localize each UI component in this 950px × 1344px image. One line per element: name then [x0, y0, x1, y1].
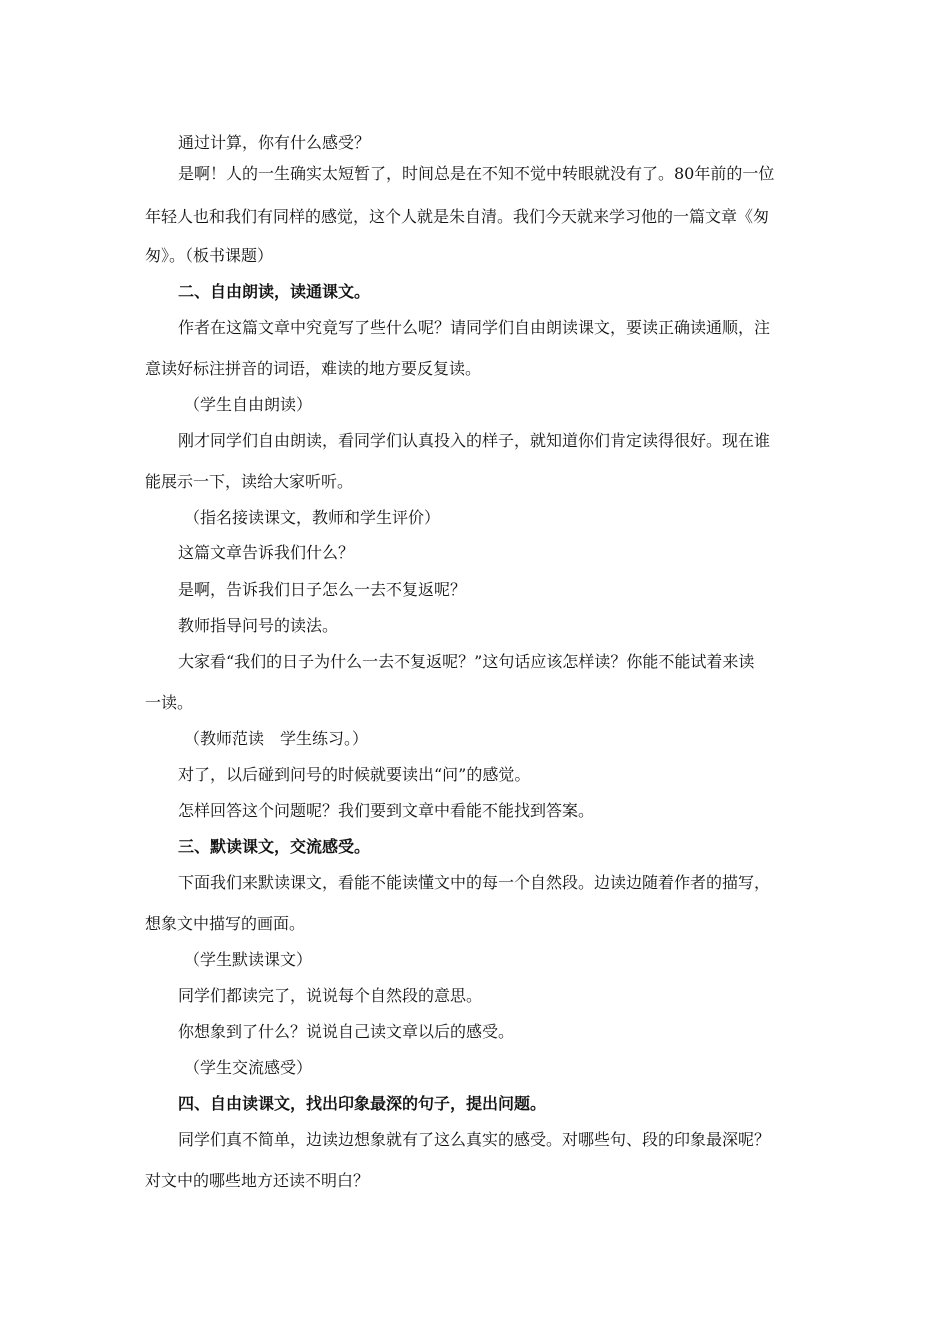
section-heading: 二、自由朗读，读通课文。 [178, 282, 371, 301]
paragraph-line: 教师指导问号的读法。 [178, 616, 339, 635]
stage-direction: （教师范读 学生练习。） [184, 729, 369, 748]
paragraph-line: 刚才同学们自由朗读，看同学们认真投入的样子，就知道你们肯定读得很好。现在谁 [178, 431, 771, 450]
stage-direction: （指名接读课文，教师和学生评价） [184, 508, 441, 527]
paragraph-line: 对了，以后碰到问号的时候就要读出“问”的感觉。 [178, 765, 531, 784]
paragraph-line: 意读好标注拼音的词语，难读的地方要反复读。 [145, 359, 482, 378]
section-heading: 四、自由读课文，找出印象最深的句子，提出问题。 [178, 1094, 547, 1113]
paragraph-line: 同学们真不简单，边读边想象就有了这么真实的感受。对哪些句、段的印象最深呢？ [178, 1130, 771, 1149]
paragraph-line: 对文中的哪些地方还读不明白？ [145, 1171, 370, 1190]
stage-direction: （学生交流感受） [184, 1058, 313, 1077]
paragraph-line: 一读。 [145, 693, 194, 712]
stage-direction: （学生默读课文） [184, 950, 313, 969]
paragraph-line: 通过计算，你有什么感受？ [178, 133, 371, 152]
paragraph-line: 是啊，告诉我们日子怎么一去不复返呢？ [178, 580, 467, 599]
paragraph-line: 年轻人也和我们有同样的感觉，这个人就是朱自清。我们今天就来学习他的一篇文章《匆 [145, 207, 770, 226]
paragraph-line: 你想象到了什么？说说自己读文章以后的感受。 [178, 1022, 515, 1041]
paragraph-line: 匆》。（板书课题） [145, 246, 274, 265]
section-heading: 三、默读课文，交流感受。 [178, 837, 371, 856]
paragraph-line: 想象文中描写的画面。 [145, 914, 306, 933]
paragraph-line: 怎样回答这个问题呢？我们要到文章中看能不能找到答案。 [178, 801, 595, 820]
stage-direction: （学生自由朗读） [184, 395, 313, 414]
paragraph-line: 能展示一下，读给大家听听。 [145, 472, 354, 491]
paragraph-line: 作者在这篇文章中究竟写了些什么呢？请同学们自由朗读课文，要读正确读通顺，注 [178, 318, 771, 337]
paragraph-line: 这篇文章告诉我们什么？ [178, 543, 355, 562]
paragraph-line: 同学们都读完了，说说每个自然段的意思。 [178, 986, 483, 1005]
paragraph-line: 是啊！人的一生确实太短暂了，时间总是在不知不觉中转眼就没有了。80年前的一位 [178, 164, 775, 183]
paragraph-line: 下面我们来默读课文，看能不能读懂文中的每一个自然段。边读边随着作者的描写， [178, 873, 771, 892]
paragraph-line: 大家看“我们的日子为什么一去不复返呢？”这句话应该怎样读？你能不能试着来读 [178, 652, 755, 671]
